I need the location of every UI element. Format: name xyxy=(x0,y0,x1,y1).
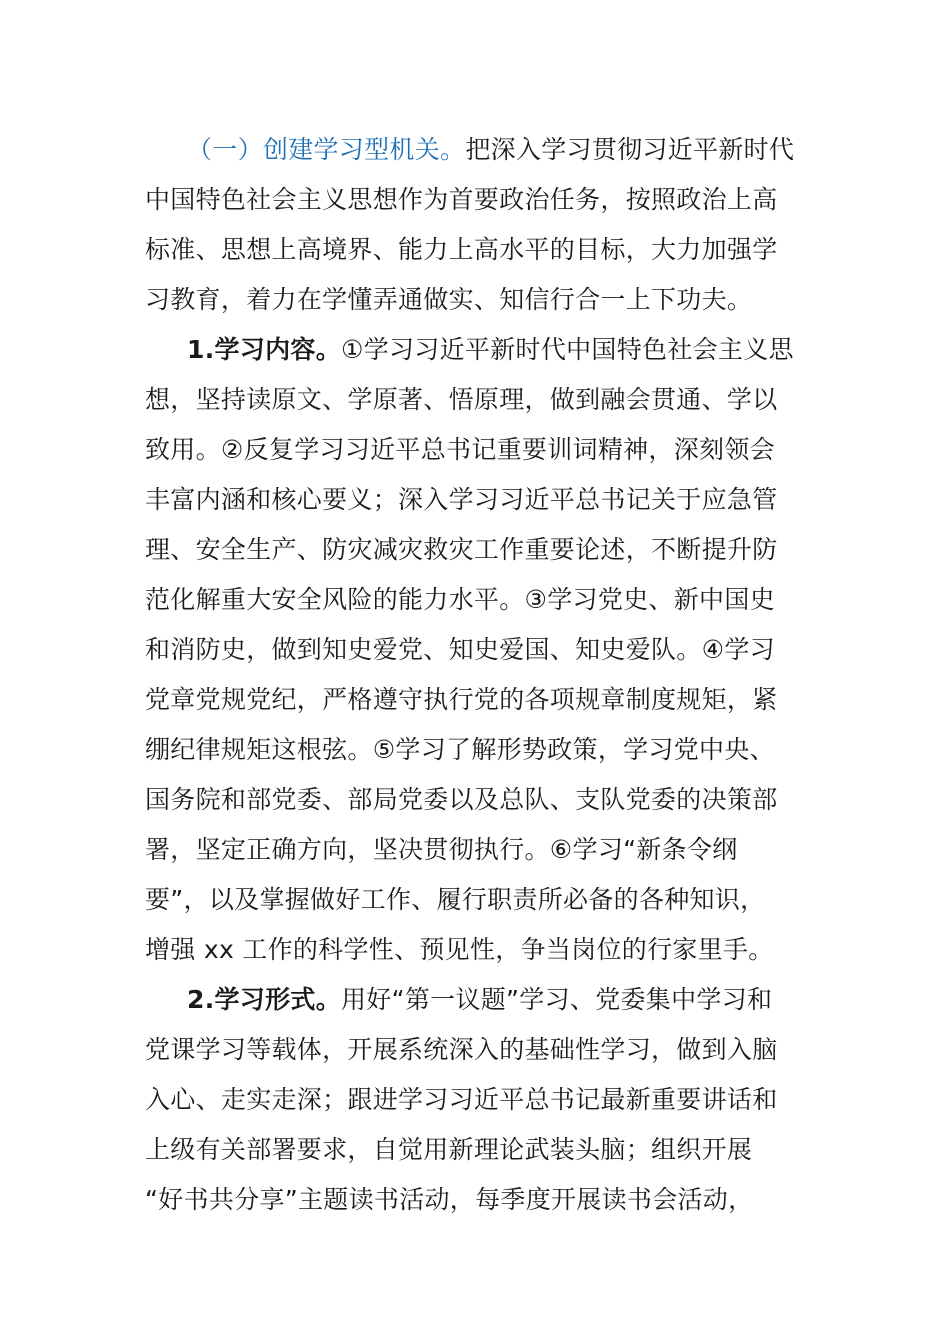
paragraph-line: 标准、思想上高境界、能力上高水平的目标，大力加强学 xyxy=(145,235,778,264)
item-1-first-line xyxy=(187,325,794,375)
section-1-text: 把深入学习贯彻习近平新时代 xyxy=(465,135,795,164)
paragraph-line: 范化解重大安全风险的能力水平。③学习党史、新中国史 xyxy=(145,585,775,614)
item-2-title: 2.学习形式。 xyxy=(187,985,341,1014)
section-1-first-line xyxy=(187,125,794,175)
item-1-text: ①学习习近平新时代中国特色社会主义思 xyxy=(341,335,794,364)
paragraph-line: 理、安全生产、防灾减灾救灾工作重要论述，不断提升防 xyxy=(145,535,778,564)
section-1-heading: （一）创建学习型机关。 xyxy=(187,135,466,164)
item-2-first-line xyxy=(187,975,772,1025)
item-2-text: 用好“第一议题”学习、党委集中学习和 xyxy=(341,985,773,1014)
paragraph-line: 习教育，着力在学懂弄通做实、知信行合一上下功夫。 xyxy=(145,285,753,314)
paragraph-line: 署，坚定正确方向，坚决贯彻执行。⑥学习“新条令纲 xyxy=(145,835,738,864)
paragraph-line: 和消防史，做到知史爱党、知史爱国、知史爱队。④学习 xyxy=(145,635,775,664)
paragraph-line: 增强 xx 工作的科学性、预见性，争当岗位的行家里手。 xyxy=(145,935,774,964)
paragraph-line: 入心、走实走深；跟进学习习近平总书记最新重要讲话和 xyxy=(145,1085,778,1114)
paragraph-line: 绷纪律规矩这根弦。⑤学习了解形势政策，学习党中央、 xyxy=(145,735,775,764)
paragraph-line: 中国特色社会主义思想作为首要政治任务，按照政治上高 xyxy=(145,185,778,214)
item-1-title: 1.学习内容。 xyxy=(187,335,341,364)
paragraph-line: 想，坚持读原文、学原著、悟原理，做到融会贯通、学以 xyxy=(145,385,778,414)
paragraph-line: 国务院和部党委、部局党委以及总队、支队党委的决策部 xyxy=(145,785,778,814)
paragraph-line: 党章党规党纪，严格遵守执行党的各项规章制度规矩，紧 xyxy=(145,685,778,714)
paragraph-line: 要”，以及掌握做好工作、履行职责所必备的各种知识， xyxy=(145,885,766,914)
paragraph-line: 党课学习等载体，开展系统深入的基础性学习，做到入脑 xyxy=(145,1035,778,1064)
paragraph-line: 致用。②反复学习习近平总书记重要训词精神，深刻领会 xyxy=(145,435,775,464)
paragraph-line: 丰富内涵和核心要义；深入学习习近平总书记关于应急管 xyxy=(145,485,778,514)
paragraph-line: “好书共分享”主题读书活动，每季度开展读书会活动， xyxy=(145,1185,754,1214)
paragraph-line: 上级有关部署要求，自觉用新理论武装头脑；组织开展 xyxy=(145,1135,753,1164)
